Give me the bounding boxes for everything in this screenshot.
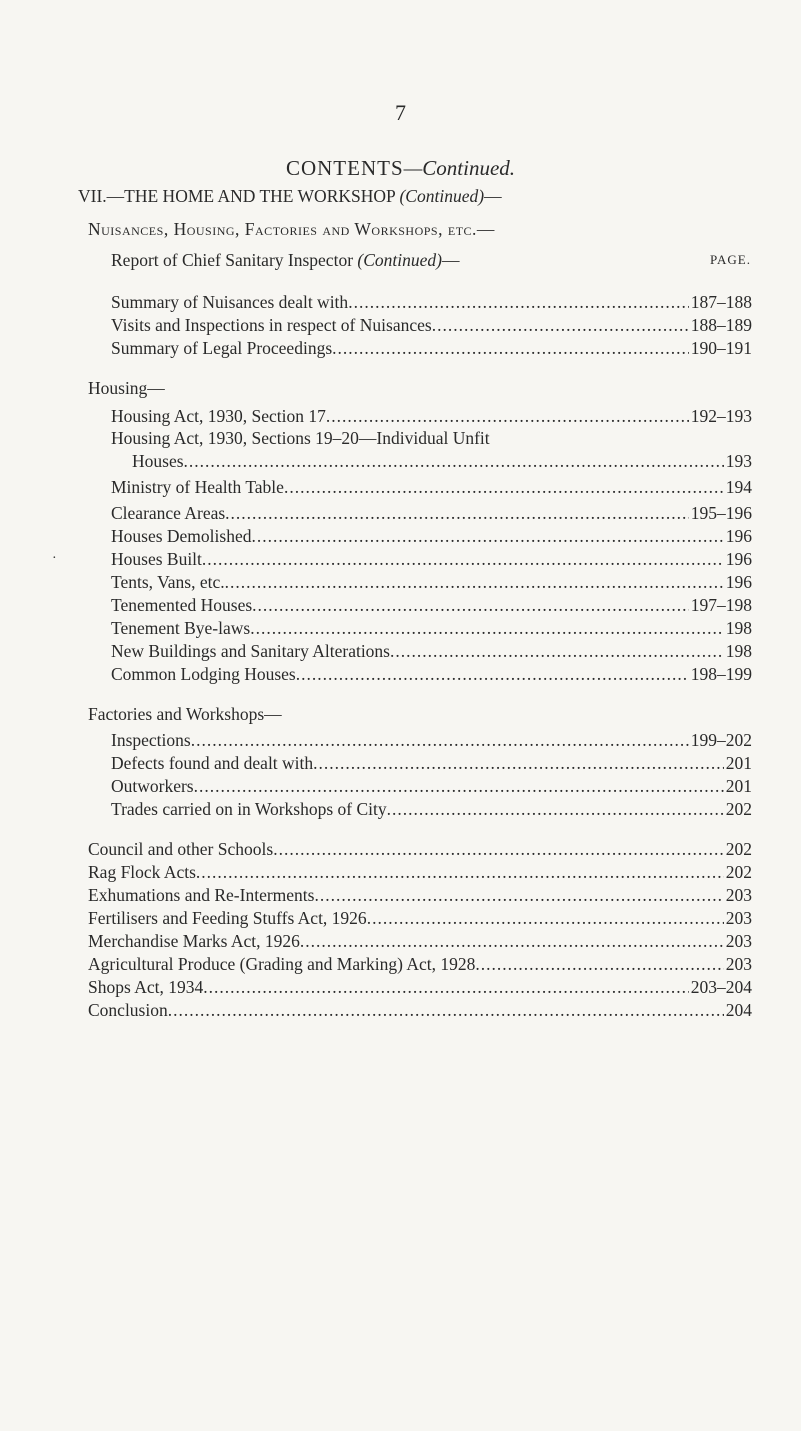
stray-mark: · bbox=[52, 551, 57, 566]
leader-dots bbox=[251, 526, 723, 547]
toc-entry-page: 202 bbox=[725, 862, 752, 882]
leader-dots bbox=[332, 338, 689, 359]
leader-dots bbox=[348, 292, 689, 313]
toc-entry-label: Defects found and dealt with bbox=[111, 753, 314, 773]
leader-dots bbox=[284, 477, 724, 498]
toc-entry-label: Shops Act, 1934 bbox=[88, 977, 204, 997]
page-column-label: PAGE. bbox=[709, 252, 751, 267]
leader-dots bbox=[314, 885, 723, 906]
toc-entry-page: 197–198 bbox=[690, 595, 752, 615]
toc-entry-label: New Buildings and Sanitary Alterations bbox=[111, 641, 390, 661]
toc-entry bbox=[111, 406, 752, 427]
toc-entry-page: 202 bbox=[725, 839, 752, 859]
toc-entry-page: 196 bbox=[725, 526, 752, 546]
toc-entry-page: 196 bbox=[725, 572, 752, 592]
report-title bbox=[111, 250, 459, 271]
toc-entry-page: 187–188 bbox=[690, 292, 752, 312]
toc-entry-page: 204 bbox=[725, 1000, 752, 1020]
toc-entry bbox=[111, 641, 752, 662]
leader-dots bbox=[225, 572, 724, 593]
title-sub: —Continued. bbox=[403, 156, 516, 180]
leader-dots bbox=[296, 664, 689, 685]
toc-entry-page: 198–199 bbox=[690, 664, 752, 684]
toc-entry-page: 199–202 bbox=[690, 730, 752, 750]
toc-entry-page: 202 bbox=[725, 799, 752, 819]
toc-entry-label: Rag Flock Acts bbox=[88, 862, 196, 882]
toc-entry bbox=[132, 451, 752, 472]
leader-dots bbox=[225, 503, 689, 524]
title-main: CONTENTS bbox=[285, 156, 404, 180]
toc-entry-page: 190–191 bbox=[690, 338, 752, 358]
leader-dots bbox=[313, 753, 724, 774]
section-heading-text: VII.—THE HOME AND THE WORKSHOP bbox=[78, 186, 396, 206]
toc-entry-label: Summary of Nuisances dealt with bbox=[111, 292, 349, 312]
leader-dots bbox=[326, 406, 689, 427]
leader-dots bbox=[300, 931, 724, 952]
toc-entry-page: 188–189 bbox=[690, 315, 752, 335]
toc-entry-page: 194 bbox=[725, 477, 752, 497]
toc-entry-page: 203 bbox=[725, 931, 752, 951]
leader-dots bbox=[387, 799, 724, 820]
toc-entry-page: 198 bbox=[725, 618, 752, 638]
toc-entry bbox=[88, 862, 752, 883]
leader-dots bbox=[273, 839, 724, 860]
toc-entry-label: Tenement Bye-laws bbox=[111, 618, 251, 638]
factories-heading: Factories and Workshops— bbox=[88, 704, 282, 724]
leader-dots bbox=[191, 730, 689, 751]
toc-entry bbox=[111, 526, 752, 547]
toc-entry-page: 193 bbox=[725, 451, 752, 471]
leader-dots bbox=[250, 618, 724, 639]
toc-entry-label: Housing Act, 1930, Sections 19–20—Individual Unfit bbox=[111, 428, 490, 448]
toc-entry bbox=[88, 908, 752, 929]
section-heading-tail: — bbox=[484, 186, 502, 206]
toc-entry bbox=[88, 977, 752, 998]
page-title bbox=[0, 156, 801, 181]
toc-entry-label: Visits and Inspections in respect of Nuisances bbox=[111, 315, 432, 335]
toc-entry bbox=[88, 931, 752, 952]
toc-entry-page: 203 bbox=[725, 908, 752, 928]
toc-entry-label: Trades carried on in Workshops of City bbox=[111, 799, 387, 819]
toc-entry-page: 198 bbox=[725, 641, 752, 661]
report-title-tail: — bbox=[441, 250, 460, 270]
toc-entry-label: Merchandise Marks Act, 1926 bbox=[88, 931, 300, 951]
section-heading bbox=[78, 186, 502, 207]
leader-dots bbox=[202, 549, 724, 570]
leader-dots bbox=[432, 315, 689, 336]
toc-entry bbox=[111, 618, 752, 639]
toc-entry-label: Summary of Legal Proceedings bbox=[111, 338, 333, 358]
toc-entry-page: 192–193 bbox=[690, 406, 752, 426]
section-subheading: Nuisances, Housing, Factories and Workshops, etc.— bbox=[88, 219, 495, 239]
toc-entry bbox=[88, 885, 752, 906]
toc-entry-label: Houses Built bbox=[111, 549, 202, 569]
leader-dots bbox=[475, 954, 723, 975]
toc-entry-label: Common Lodging Houses bbox=[111, 664, 296, 684]
toc-entry-label: Clearance Areas bbox=[111, 503, 226, 523]
toc-entry-label: Houses bbox=[132, 451, 184, 471]
toc-entry bbox=[111, 503, 752, 524]
toc-entry-page: 196 bbox=[725, 549, 752, 569]
toc-entry bbox=[111, 799, 752, 820]
toc-entry-page: 203 bbox=[725, 954, 752, 974]
leader-dots bbox=[168, 1000, 724, 1021]
toc-entry bbox=[88, 1000, 752, 1021]
toc-entry bbox=[111, 730, 752, 751]
toc-entry bbox=[88, 954, 752, 975]
toc-entry bbox=[88, 839, 752, 860]
toc-entry-label: Tenemented Houses bbox=[111, 595, 253, 615]
toc-entry bbox=[111, 549, 752, 570]
leader-dots bbox=[203, 977, 689, 998]
page-number: 7 bbox=[395, 100, 406, 125]
toc-entry bbox=[111, 776, 752, 797]
toc-entry-label: Ministry of Health Table bbox=[111, 477, 284, 497]
toc-entry-page: 201 bbox=[725, 753, 752, 773]
leader-dots bbox=[196, 862, 724, 883]
toc-entry-page: 195–196 bbox=[690, 503, 752, 523]
toc-entry-page: 201 bbox=[725, 776, 752, 796]
toc-entry bbox=[111, 753, 752, 774]
leader-dots bbox=[184, 451, 724, 472]
toc-entry-page: 203 bbox=[725, 885, 752, 905]
toc-entry bbox=[111, 338, 752, 359]
toc-entry-label: Outworkers bbox=[111, 776, 194, 796]
leader-dots bbox=[367, 908, 724, 929]
toc-entry bbox=[111, 292, 752, 313]
toc-entry-label: Inspections bbox=[111, 730, 191, 750]
toc-entry bbox=[111, 595, 752, 616]
toc-entry-label: Fertilisers and Feeding Stuffs Act, 1926 bbox=[88, 908, 367, 928]
leader-dots bbox=[252, 595, 689, 616]
leader-dots bbox=[194, 776, 724, 797]
toc-entry-label: Tents, Vans, etc. bbox=[111, 572, 225, 592]
toc-entry bbox=[111, 572, 752, 593]
toc-entry bbox=[111, 664, 752, 685]
toc-entry-page: 203–204 bbox=[690, 977, 752, 997]
toc-entry bbox=[111, 315, 752, 336]
section-heading-cont: (Continued) bbox=[399, 186, 485, 206]
toc-entry-label: Housing Act, 1930, Section 17 bbox=[111, 406, 326, 426]
toc-entry-label: Houses Demolished bbox=[111, 526, 252, 546]
toc-entry-label: Agricultural Produce (Grading and Marking) Act, 1928 bbox=[88, 954, 476, 974]
report-title-cont: (Continued) bbox=[357, 250, 442, 270]
leader-dots bbox=[390, 641, 724, 662]
report-title-text: Report of Chief Sanitary Inspector bbox=[111, 250, 354, 270]
toc-entry-label: Conclusion bbox=[88, 1000, 168, 1020]
toc-entry bbox=[111, 477, 752, 498]
toc-entry-label: Council and other Schools bbox=[88, 839, 274, 859]
toc-entry-label: Exhumations and Re-Interments bbox=[88, 885, 315, 905]
housing-heading: Housing— bbox=[88, 378, 165, 398]
